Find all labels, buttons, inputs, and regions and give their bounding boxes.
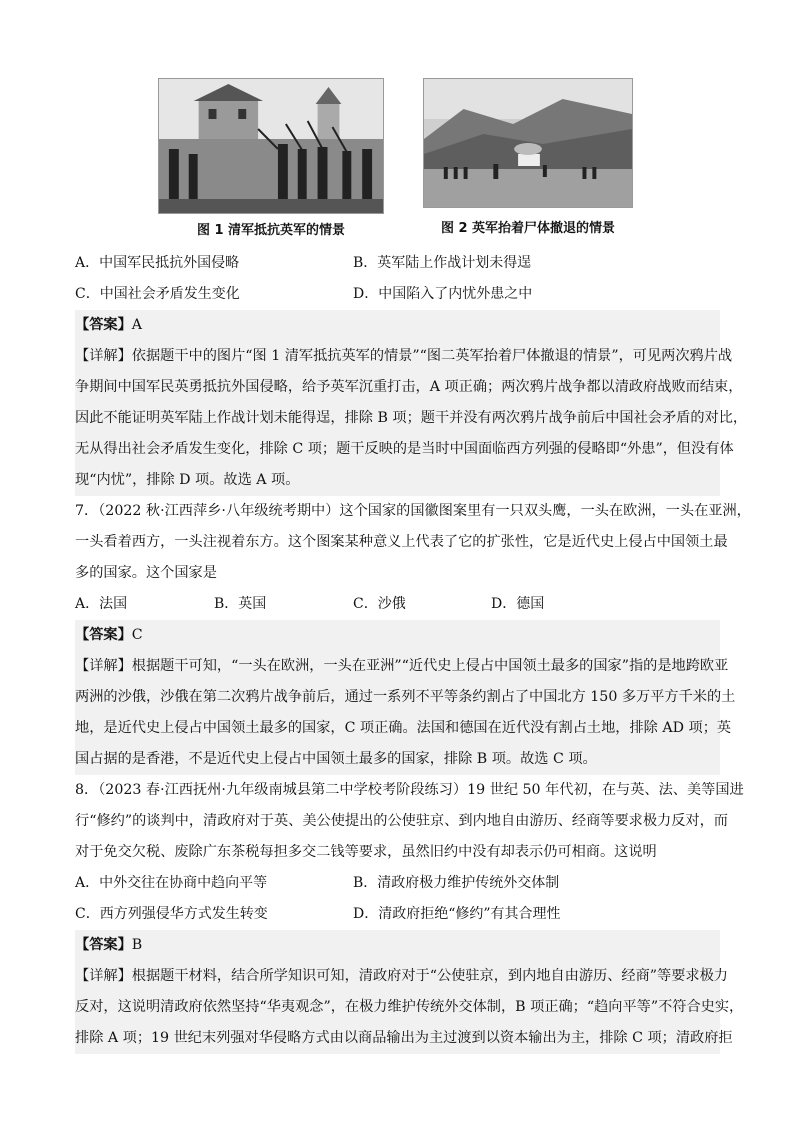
q6-option-row [75,248,720,279]
q8-stem-line: 行“修约”的谈判中，清政府对于英、美公使提出的公使驻京、到内地自由游历、经商等要求极力反对，而 [75,813,728,829]
q8-answer [75,930,720,961]
q7-stem-line: 多的国家。这个国家是 [75,565,217,581]
q8-option-d: D．清政府拒绝“修约”有其合理性 [353,906,561,922]
q8-option-b: B．清政府极力维护传统外交体制 [353,875,560,891]
q6-detail-line: 现“内忧”，排除 D 项。故选 A 项。 [75,472,300,488]
q8-stem-line: 8．（2023 春·江西抚州·九年级南城县第二中学校考阶段练习）19 世纪 50 年代初，在与英、法、美等国进 [75,782,744,798]
q6-option-d: D．中国陷入了内忧外患之中 [353,286,533,302]
q6-answer-block [75,310,748,496]
q8-option-row [75,899,720,930]
answer-value: B [131,937,143,953]
q8-options [75,868,720,930]
q8-stem-line: 对于免交欠税、废除广东茶税每担多交二钱等要求，虽然旧约中没有却表示仍可相商。这说明 [75,844,657,860]
q7-stem [75,496,751,589]
q7-option-d: D．德国 [491,596,545,612]
q6-detail-line: 无从得出社会矛盾发生变化，排除 C 项；题干反映的是当时中国面临西方列强的侵略即“外患”，但没有体 [75,441,734,457]
q7-answer [75,620,720,651]
q7-stem-line: 7．（2022 秋·江西萍乡·八年级统考期中）这个国家的国徽图案里有一只双头鹰，一头在欧洲，一头在亚洲， [75,503,751,519]
q6-option-b: B．英军陆上作战计划未得逞 [353,255,532,271]
q6-options [75,248,720,310]
figure-1 [158,78,384,238]
q8-option-a: A．中外交往在协商中趋向平等 [75,875,268,891]
q6-detail-line: 【详解】依据题干中的图片“图 1 清军抵抗英军的情景”“图二英军抬着尸体撤退的情景”，可见两次鸦片战 [75,348,733,364]
q6-detail-line: 因此不能证明英军陆上作战计划未能得逞，排除 B 项；题干并没有两次鸦片战争前后中国社会矛盾的对比， [75,410,748,426]
q7-option-row [75,589,720,620]
q7-option-b: B．英国 [214,596,267,612]
q6-option-c: C．中国社会矛盾发生变化 [75,286,240,302]
q7-options [75,589,720,620]
q8-answer-block [75,930,744,1054]
q6-option-a: A．中国军民抵抗外国侵略 [75,255,240,271]
figures-row [75,78,720,248]
q7-option-a: A．法国 [75,596,128,612]
q8-option-c: C．西方列强侵华方式发生转变 [75,906,268,922]
q6-option-row [75,279,720,310]
q8-option-row [75,868,720,899]
figure-2 [423,78,633,236]
answer-value: C [131,627,143,643]
q7-answer-block [75,620,736,775]
figure-2-image [423,78,633,208]
q7-detail-line: 【详解】根据题干可知，“一头在欧洲，一头在亚洲”“近代史上侵占中国领土最多的国家”指的是地跨欧亚 [75,658,729,674]
q8-detail-line: 排除 A 项；19 世纪末列强对华侵略方式由以商品输出为主过渡到以资本输出为主，排除 C 项；清政府拒 [75,1030,733,1046]
q8-detail-line: 反对，这说明清政府依然坚持“华夷观念”，在极力维护传统外交体制，B 项正确；“趋向平等”不符合史实， [75,999,744,1015]
q7-stem-line: 一头看着西方，一头注视着东方。这个图案某种意义上代表了它的扩张性，它是近代史上侵占中国领土最 [75,534,728,550]
q6-answer [75,310,720,341]
answer-label: 【答案】 [75,627,132,643]
answer-label: 【答案】 [75,937,132,953]
figure-1-image [158,78,384,214]
document-page [75,78,751,1054]
q6-detail-line: 争期间中国军民英勇抵抗外国侵略，给予英军沉重打击，A 项正确；两次鸦片战争都以清政府战败而结束， [75,379,743,395]
q7-detail-line: 地，是近代史上侵占中国领土最多的国家，C 项正确。法国和德国在近代没有割占土地，排除 AD 项；英 [75,720,732,736]
figure-2-caption: 图 2 英军抬着尸体撤退的情景 [440,221,616,236]
q8-stem [75,775,744,868]
answer-value: A [131,317,143,333]
figure-1-caption: 图 1 清军抵抗英军的情景 [196,223,346,238]
q7-detail-line: 国占据的是香港，不是近代史上侵占中国领土最多的国家，排除 B 项。故选 C 项。 [75,751,597,767]
q8-detail-line: 【详解】根据题干材料，结合所学知识可知，清政府对于“公使驻京，到内地自由游历、经商”等要求极力 [75,968,728,984]
q7-detail-line: 两洲的沙俄，沙俄在第二次鸦片战争前后，通过一系列不平等条约割占了中国北方 150 多万平方千米的土 [75,689,736,705]
q7-option-c: C．沙俄 [353,596,406,612]
answer-label: 【答案】 [75,317,132,333]
